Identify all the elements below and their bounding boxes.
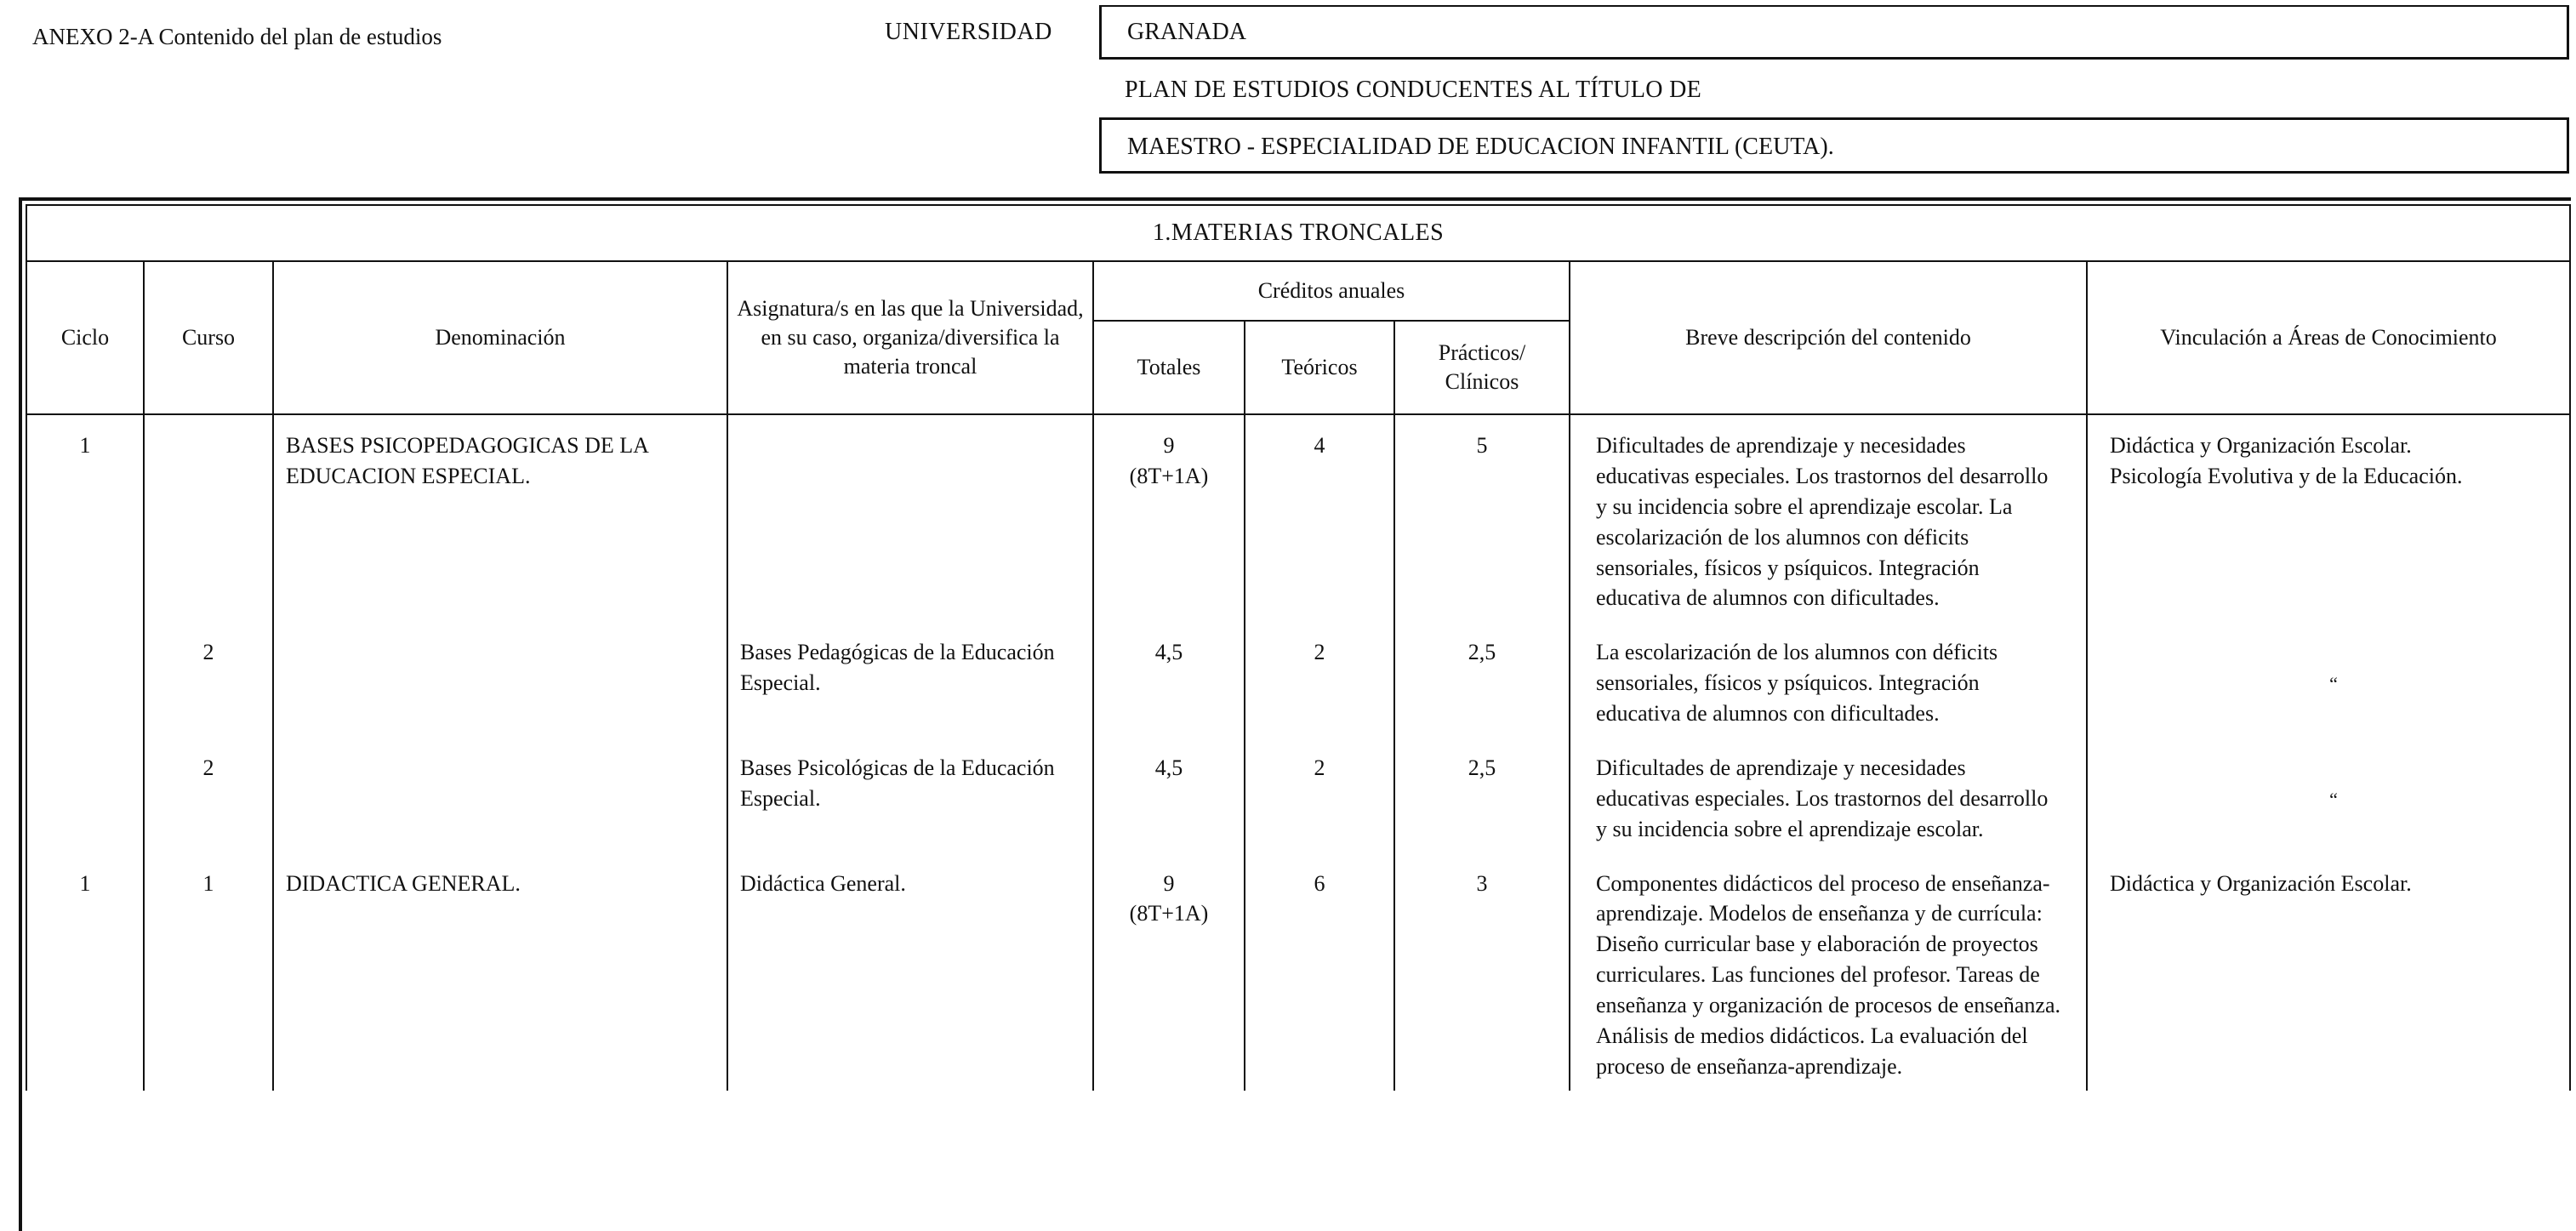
col-ciclo: Ciclo <box>26 261 144 414</box>
table-row <box>26 622 2570 738</box>
cell-teoricos: 4 <box>1245 414 1394 622</box>
cell-curso: 2 <box>144 622 273 738</box>
totales-value: 9 <box>1163 433 1175 458</box>
cell-descripcion: La escolarización de los alumnos con déficits sensoriales, físicos y psíquicos. Integración educativa de alumnos con dificultades. <box>1570 622 2087 738</box>
cell-asignatura: Didáctica General. <box>727 853 1093 1091</box>
cell-totales: 4,5 <box>1093 738 1245 853</box>
cell-descripcion: Dificultades de aprendizaje y necesidades educativas especiales. Los trastornos del desarrollo y su incidencia sobre el aprendizaje escolar. <box>1570 738 2087 853</box>
cell-teoricos: 2 <box>1245 622 1394 738</box>
cell-asignatura <box>727 414 1093 622</box>
table-row <box>26 853 2570 1091</box>
annex-title: ANEXO 2-A Contenido del plan de estudios <box>32 24 442 49</box>
col-denominacion: Denominación <box>273 261 727 414</box>
cell-totales: 4,5 <box>1093 622 1245 738</box>
cell-descripcion: Componentes didácticos del proceso de enseñanza-aprendizaje. Modelos de enseñanza y de currícula: Diseño curricular base y elaboración de proyectos curriculares. Las funciones del profesor. Tareas de enseñanza y organización de procesos de enseñanza. Análisis de medios didácticos. La evaluación del proceso de enseñanza-aprendizaje. <box>1570 853 2087 1091</box>
cell-ciclo <box>26 622 144 738</box>
degree-box <box>1099 117 2569 174</box>
col-asignatura: Asignatura/s en las que la Universidad, en su caso, organiza/diversifica la materia troncal <box>727 261 1093 414</box>
cell-practicos: 2,5 <box>1394 622 1570 738</box>
table-row <box>26 738 2570 853</box>
cell-totales <box>1093 853 1245 1091</box>
cell-curso <box>144 414 273 622</box>
totales-note: (8T+1A) <box>1129 901 1209 926</box>
cell-asignatura: Bases Pedagógicas de la Educación Especial. <box>727 622 1093 738</box>
cell-curso: 2 <box>144 738 273 853</box>
cell-ciclo: 1 <box>26 414 144 622</box>
cell-denominacion: BASES PSICOPEDAGOGICAS DE LA EDUCACION ESPECIAL. <box>273 414 727 622</box>
ditto-mark: “ <box>2329 788 2338 810</box>
col-descripcion: Breve descripción del contenido <box>1570 261 2087 414</box>
area-item: Didáctica y Organización Escolar. <box>2110 870 2412 896</box>
totales-value: 9 <box>1163 870 1175 896</box>
cell-asignatura: Bases Psicológicas de la Educación Especial. <box>727 738 1093 853</box>
cell-denominacion <box>273 622 727 738</box>
table-title: 1.MATERIAS TRONCALES <box>26 205 2570 261</box>
materias-table <box>26 204 2571 1091</box>
col-teoricos: Teóricos <box>1245 321 1394 414</box>
cell-totales <box>1093 414 1245 622</box>
university-name-box <box>1099 5 2569 60</box>
col-curso: Curso <box>144 261 273 414</box>
area-item: Psicología Evolutiva y de la Educación. <box>2110 463 2463 488</box>
cell-denominacion: DIDACTICA GENERAL. <box>273 853 727 1091</box>
cell-ciclo: 1 <box>26 853 144 1091</box>
totales-note: (8T+1A) <box>1129 463 1209 488</box>
col-practicos: Prácticos/ Clínicos <box>1394 321 1570 414</box>
cell-practicos: 3 <box>1394 853 1570 1091</box>
cell-ciclo <box>26 738 144 853</box>
col-vinculacion: Vinculación a Áreas de Conocimiento <box>2087 261 2570 414</box>
cell-vinculacion <box>2087 738 2570 853</box>
university-label: UNIVERSIDAD <box>885 19 1052 45</box>
university-name: GRANADA <box>1127 19 1246 45</box>
cell-vinculacion <box>2087 853 2570 1091</box>
cell-curso: 1 <box>144 853 273 1091</box>
plan-line: PLAN DE ESTUDIOS CONDUCENTES AL TÍTULO DE <box>1125 77 1702 103</box>
cell-teoricos: 6 <box>1245 853 1394 1091</box>
cell-denominacion <box>273 738 727 853</box>
table-row <box>26 414 2570 622</box>
col-totales: Totales <box>1093 321 1245 414</box>
ditto-mark: “ <box>2329 673 2338 695</box>
cell-vinculacion <box>2087 622 2570 738</box>
cell-teoricos: 2 <box>1245 738 1394 853</box>
area-item: Didáctica y Organización Escolar. <box>2110 433 2412 458</box>
cell-practicos: 2,5 <box>1394 738 1570 853</box>
cell-vinculacion <box>2087 414 2570 622</box>
col-creditos: Créditos anuales <box>1093 261 1570 321</box>
cell-descripcion: Dificultades de aprendizaje y necesidades educativas especiales. Los trastornos del desarrollo y su incidencia sobre el aprendizaje escolar. La escolarización de los alumnos con déficits sensoriales, físicos y psíquicos. Integración educativa de alumnos con dificultades. <box>1570 414 2087 622</box>
cell-practicos: 5 <box>1394 414 1570 622</box>
degree-title: MAESTRO - ESPECIALIDAD DE EDUCACION INFANTIL (CEUTA). <box>1127 134 1834 160</box>
